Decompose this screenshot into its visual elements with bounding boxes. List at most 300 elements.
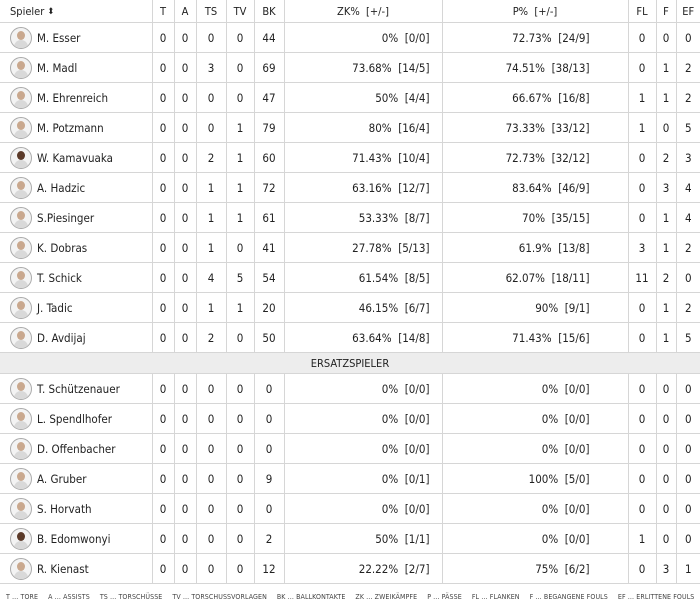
stat-ts: 0	[196, 464, 226, 494]
stat-ef: 0	[676, 374, 700, 404]
zk-detail: [0/0]	[404, 381, 430, 396]
zk-pct: 50%	[375, 531, 399, 546]
player-name[interactable]: W. Kamavuaka	[37, 150, 113, 165]
player-name[interactable]: D. Avdijaj	[37, 330, 86, 345]
stat-ef: 0	[676, 23, 700, 53]
zk-pct: 0%	[381, 411, 399, 426]
stat-fl: 0	[628, 293, 656, 323]
stat-zk	[284, 143, 442, 173]
p-detail: [0/0]	[564, 501, 590, 516]
stat-tv: 5	[226, 263, 254, 293]
stat-zk	[284, 233, 442, 263]
player-cell[interactable]	[0, 434, 152, 464]
zk-pct: 46.15%	[358, 300, 399, 315]
stat-fl: 0	[628, 323, 656, 353]
stat-ts: 0	[196, 554, 226, 584]
player-row	[0, 404, 700, 434]
zk-detail: [2/7]	[404, 561, 430, 576]
stat-tv: 1	[226, 143, 254, 173]
player-cell[interactable]	[0, 554, 152, 584]
zk-detail: [6/7]	[404, 300, 430, 315]
stat-fl: 0	[628, 434, 656, 464]
player-cell[interactable]	[0, 173, 152, 203]
stat-tv: 1	[226, 113, 254, 143]
p-pct: 70%	[522, 210, 546, 225]
player-row	[0, 53, 700, 83]
stat-p	[442, 374, 628, 404]
stat-f: 2	[656, 263, 676, 293]
zk-detail: [8/7]	[404, 210, 430, 225]
zk-pct: 0%	[381, 30, 399, 45]
p-detail: [32/12]	[551, 150, 590, 165]
stat-zk	[284, 293, 442, 323]
player-row	[0, 293, 700, 323]
p-pct: 62.07%	[505, 270, 546, 285]
stat-t: 0	[152, 53, 174, 83]
stat-tv: 1	[226, 293, 254, 323]
stat-tv: 1	[226, 173, 254, 203]
stat-tv: 0	[226, 53, 254, 83]
player-name[interactable]: R. Kienast	[37, 561, 89, 576]
stat-bk: 20	[254, 293, 284, 323]
p-detail: [46/9]	[558, 180, 590, 195]
p-pct: 73.33%	[505, 120, 546, 135]
stat-ts: 1	[196, 233, 226, 263]
header-p[interactable]	[442, 0, 628, 23]
zk-detail: [14/8]	[398, 330, 430, 345]
header-a[interactable]: A	[174, 0, 196, 23]
stat-p	[442, 113, 628, 143]
p-pct: 72.73%	[512, 30, 552, 45]
zk-pct: 61.54%	[358, 270, 399, 285]
stat-fl: 1	[628, 83, 656, 113]
stat-ts: 4	[196, 263, 226, 293]
stat-f: 1	[656, 83, 676, 113]
zk-detail: [14/5]	[398, 60, 430, 75]
stat-a: 0	[174, 374, 196, 404]
stat-p	[442, 554, 628, 584]
stat-ef: 4	[676, 203, 700, 233]
stat-f: 1	[656, 233, 676, 263]
player-row	[0, 494, 700, 524]
header-fl[interactable]: FL	[628, 0, 656, 23]
sort-icon[interactable]: ⬍	[47, 6, 55, 17]
stat-t: 0	[152, 494, 174, 524]
subs-label: ERSATZSPIELER	[0, 353, 700, 374]
stat-p	[442, 83, 628, 113]
zk-pct: 71.43%	[352, 150, 392, 165]
stat-bk: 69	[254, 53, 284, 83]
stat-fl: 0	[628, 404, 656, 434]
stat-zk	[284, 404, 442, 434]
player-name[interactable]: S.Piesinger	[37, 210, 95, 225]
stat-fl: 0	[628, 23, 656, 53]
player-avatar	[10, 498, 32, 520]
stat-p	[442, 293, 628, 323]
player-avatar	[10, 267, 32, 289]
stat-zk	[284, 173, 442, 203]
stat-fl: 0	[628, 53, 656, 83]
stat-p	[442, 404, 628, 434]
p-pct: 0%	[541, 501, 559, 516]
stat-zk	[284, 83, 442, 113]
zk-detail: [0/0]	[404, 411, 430, 426]
stat-f: 0	[656, 464, 676, 494]
header-ts[interactable]: TS	[196, 0, 226, 23]
zk-detail: [0/0]	[404, 30, 430, 45]
player-name[interactable]: M. Potzmann	[37, 120, 104, 135]
stat-p	[442, 263, 628, 293]
stat-t: 0	[152, 434, 174, 464]
stat-zk	[284, 113, 442, 143]
zk-pct: 22.22%	[358, 561, 399, 576]
header-tv[interactable]: TV	[226, 0, 254, 23]
p-detail: [38/13]	[551, 60, 590, 75]
zk-detail: [0/0]	[404, 501, 430, 516]
stat-tv: 0	[226, 434, 254, 464]
stat-bk: 79	[254, 113, 284, 143]
zk-detail: [12/7]	[398, 180, 430, 195]
p-detail: [35/15]	[551, 210, 590, 225]
stat-a: 0	[174, 143, 196, 173]
header-ef[interactable]: EF	[676, 0, 700, 23]
p-pct: 0%	[541, 381, 559, 396]
legend-item: A … ASSISTS	[48, 593, 90, 601]
stat-ts: 2	[196, 143, 226, 173]
player-row	[0, 233, 700, 263]
stat-a: 0	[174, 233, 196, 263]
player-avatar	[10, 327, 32, 349]
stat-a: 0	[174, 524, 196, 554]
stat-t: 0	[152, 173, 174, 203]
stat-ts: 0	[196, 404, 226, 434]
stat-p	[442, 143, 628, 173]
stat-a: 0	[174, 173, 196, 203]
player-row	[0, 554, 700, 584]
p-detail: [0/0]	[564, 381, 590, 396]
stat-fl: 0	[628, 554, 656, 584]
player-name[interactable]: T. Schützenauer	[37, 381, 120, 396]
stat-a: 0	[174, 554, 196, 584]
player-avatar	[10, 237, 32, 259]
player-name[interactable]: K. Dobras	[37, 240, 88, 255]
stat-fl: 1	[628, 524, 656, 554]
stat-t: 0	[152, 404, 174, 434]
player-cell[interactable]	[0, 53, 152, 83]
player-cell[interactable]	[0, 524, 152, 554]
zk-pct: 63.64%	[352, 330, 392, 345]
player-cell[interactable]	[0, 113, 152, 143]
stat-tv: 0	[226, 524, 254, 554]
p-pct: 72.73%	[505, 150, 546, 165]
stat-f: 1	[656, 293, 676, 323]
stat-fl: 0	[628, 374, 656, 404]
stat-ef: 2	[676, 53, 700, 83]
stat-ts: 0	[196, 434, 226, 464]
stat-a: 0	[174, 203, 196, 233]
player-row	[0, 113, 700, 143]
stat-ef: 1	[676, 554, 700, 584]
stat-bk: 41	[254, 233, 284, 263]
p-detail: [13/8]	[558, 240, 590, 255]
stat-f: 0	[656, 494, 676, 524]
stat-ts: 2	[196, 323, 226, 353]
player-name[interactable]: A. Gruber	[37, 471, 87, 486]
stat-f: 2	[656, 143, 676, 173]
stat-a: 0	[174, 83, 196, 113]
legend-item: P … PÄSSE	[427, 593, 462, 601]
player-row	[0, 524, 700, 554]
zk-pct: 0%	[381, 471, 399, 486]
stat-t: 0	[152, 113, 174, 143]
stat-ef: 2	[676, 83, 700, 113]
stat-p	[442, 23, 628, 53]
p-pct: 0%	[541, 411, 559, 426]
player-name[interactable]: M. Ehrenreich	[37, 90, 109, 105]
player-cell[interactable]	[0, 464, 152, 494]
stat-ts: 1	[196, 173, 226, 203]
stat-bk: 9	[254, 464, 284, 494]
stat-ef: 0	[676, 434, 700, 464]
player-name[interactable]: T. Schick	[37, 270, 82, 285]
player-cell[interactable]	[0, 203, 152, 233]
stat-ef: 2	[676, 233, 700, 263]
zk-detail: [0/1]	[404, 471, 430, 486]
stat-t: 0	[152, 143, 174, 173]
stat-ef: 0	[676, 263, 700, 293]
stat-bk: 0	[254, 404, 284, 434]
player-avatar	[10, 177, 32, 199]
header-spieler-label[interactable]: Spieler	[10, 4, 45, 18]
stat-ef: 2	[676, 293, 700, 323]
header-zk-sub: [+/-]	[366, 4, 389, 18]
header-t[interactable]: T	[152, 0, 174, 23]
player-cell[interactable]	[0, 293, 152, 323]
p-pct: 75%	[535, 561, 559, 576]
stat-f: 3	[656, 554, 676, 584]
header-bk[interactable]: BK	[254, 0, 284, 23]
stat-tv: 0	[226, 233, 254, 263]
player-name[interactable]: A. Hadzic	[37, 180, 86, 195]
stat-ef: 5	[676, 113, 700, 143]
stat-a: 0	[174, 23, 196, 53]
player-cell[interactable]	[0, 374, 152, 404]
p-detail: [18/11]	[551, 270, 590, 285]
stat-f: 0	[656, 23, 676, 53]
stat-t: 0	[152, 374, 174, 404]
stat-fl: 0	[628, 494, 656, 524]
stat-bk: 2	[254, 524, 284, 554]
stat-p	[442, 524, 628, 554]
stat-bk: 0	[254, 434, 284, 464]
zk-pct: 53.33%	[358, 210, 399, 225]
stat-f: 1	[656, 323, 676, 353]
stat-ts: 0	[196, 113, 226, 143]
player-row	[0, 23, 700, 53]
subs-section	[0, 374, 700, 584]
stat-a: 0	[174, 53, 196, 83]
stat-p	[442, 173, 628, 203]
player-avatar	[10, 87, 32, 109]
stat-t: 0	[152, 23, 174, 53]
stat-zk	[284, 263, 442, 293]
stat-t: 0	[152, 293, 174, 323]
header-f[interactable]: F	[656, 0, 676, 23]
stat-a: 0	[174, 293, 196, 323]
zk-pct: 63.16%	[352, 180, 392, 195]
stat-p	[442, 464, 628, 494]
player-name[interactable]: J. Tadic	[37, 300, 73, 315]
player-avatar	[10, 528, 32, 550]
stat-ef: 4	[676, 173, 700, 203]
stat-bk: 60	[254, 143, 284, 173]
stat-p	[442, 323, 628, 353]
zk-detail: [10/4]	[398, 150, 430, 165]
player-row	[0, 464, 700, 494]
stat-p	[442, 434, 628, 464]
stat-a: 0	[174, 113, 196, 143]
stat-ef: 0	[676, 524, 700, 554]
stat-t: 0	[152, 233, 174, 263]
player-avatar	[10, 558, 32, 580]
stat-t: 0	[152, 554, 174, 584]
legend-item: TS … TORSCHÜSSE	[99, 593, 163, 601]
stat-f: 0	[656, 524, 676, 554]
header-p-label[interactable]: P%	[512, 4, 529, 18]
header-spieler[interactable]	[0, 0, 152, 23]
player-name[interactable]: S. Horvath	[37, 501, 92, 516]
stat-ts: 0	[196, 494, 226, 524]
header-p-sub: [+/-]	[534, 4, 558, 18]
zk-detail: [0/0]	[404, 441, 430, 456]
player-row	[0, 203, 700, 233]
header-row	[0, 0, 700, 23]
header-zk[interactable]	[284, 0, 442, 23]
stat-t: 0	[152, 83, 174, 113]
stat-bk: 44	[254, 23, 284, 53]
p-pct: 100%	[528, 471, 559, 486]
zk-detail: [1/1]	[404, 531, 430, 546]
stat-ts: 1	[196, 203, 226, 233]
p-detail: [0/0]	[564, 531, 590, 546]
stat-zk	[284, 323, 442, 353]
player-avatar	[10, 117, 32, 139]
stat-tv: 0	[226, 374, 254, 404]
subs-header-row	[0, 353, 700, 374]
stat-ts: 0	[196, 23, 226, 53]
zk-pct: 27.78%	[352, 240, 392, 255]
stat-tv: 0	[226, 23, 254, 53]
p-pct: 66.67%	[512, 90, 552, 105]
legend-item: T … TORE	[6, 593, 39, 601]
p-detail: [6/2]	[564, 561, 590, 576]
stat-bk: 50	[254, 323, 284, 353]
player-name[interactable]: M. Madl	[37, 60, 78, 75]
player-cell[interactable]	[0, 233, 152, 263]
p-pct: 71.43%	[512, 330, 552, 345]
stat-fl: 3	[628, 233, 656, 263]
p-detail: [0/0]	[564, 411, 590, 426]
p-pct: 0%	[541, 531, 559, 546]
stat-f: 1	[656, 203, 676, 233]
p-pct: 0%	[541, 441, 559, 456]
stat-f: 3	[656, 173, 676, 203]
player-cell[interactable]	[0, 83, 152, 113]
stat-f: 1	[656, 53, 676, 83]
stat-zk	[284, 203, 442, 233]
stat-ts: 0	[196, 83, 226, 113]
stat-zk	[284, 524, 442, 554]
player-row	[0, 83, 700, 113]
stat-tv: 0	[226, 323, 254, 353]
zk-pct: 80%	[368, 120, 392, 135]
subs-header-section	[0, 353, 700, 374]
zk-pct: 73.68%	[352, 60, 392, 75]
player-row	[0, 143, 700, 173]
zk-pct: 50%	[375, 90, 399, 105]
player-name[interactable]: M. Esser	[37, 30, 81, 45]
stat-tv: 0	[226, 464, 254, 494]
legend-item: TV … TORSCHUSSVORLAGEN	[172, 593, 267, 601]
player-cell[interactable]	[0, 323, 152, 353]
stat-fl: 0	[628, 203, 656, 233]
stat-ef: 3	[676, 143, 700, 173]
p-pct: 83.64%	[512, 180, 552, 195]
player-cell[interactable]	[0, 23, 152, 53]
stat-ts: 0	[196, 524, 226, 554]
player-avatar	[10, 408, 32, 430]
stat-fl: 0	[628, 173, 656, 203]
stat-tv: 1	[226, 203, 254, 233]
legend-item: FL … FLANKEN	[471, 593, 520, 601]
player-row	[0, 323, 700, 353]
stat-ts: 3	[196, 53, 226, 83]
stat-ef: 0	[676, 404, 700, 434]
player-row	[0, 263, 700, 293]
player-name[interactable]: D. Offenbacher	[37, 441, 116, 456]
stat-p	[442, 203, 628, 233]
p-detail: [15/6]	[558, 330, 590, 345]
stat-tv: 0	[226, 554, 254, 584]
zk-pct: 0%	[381, 501, 399, 516]
stat-ts: 0	[196, 374, 226, 404]
player-avatar	[10, 147, 32, 169]
stat-a: 0	[174, 263, 196, 293]
player-cell[interactable]	[0, 143, 152, 173]
stat-f: 0	[656, 113, 676, 143]
stat-zk	[284, 554, 442, 584]
player-cell[interactable]	[0, 404, 152, 434]
stat-p	[442, 494, 628, 524]
header-zk-label[interactable]: ZK%	[337, 4, 360, 18]
stat-bk: 54	[254, 263, 284, 293]
p-pct: 90%	[535, 300, 559, 315]
player-name[interactable]: B. Edomwonyi	[37, 531, 111, 546]
stat-bk: 72	[254, 173, 284, 203]
stat-a: 0	[174, 323, 196, 353]
stat-t: 0	[152, 323, 174, 353]
stat-t: 0	[152, 203, 174, 233]
player-cell[interactable]	[0, 494, 152, 524]
stat-fl: 11	[628, 263, 656, 293]
p-detail: [9/1]	[564, 300, 590, 315]
player-name[interactable]: L. Spendlhofer	[37, 411, 112, 426]
stat-tv: 0	[226, 494, 254, 524]
stat-zk	[284, 53, 442, 83]
p-detail: [5/0]	[564, 471, 590, 486]
player-cell[interactable]	[0, 263, 152, 293]
zk-detail: [8/5]	[404, 270, 430, 285]
